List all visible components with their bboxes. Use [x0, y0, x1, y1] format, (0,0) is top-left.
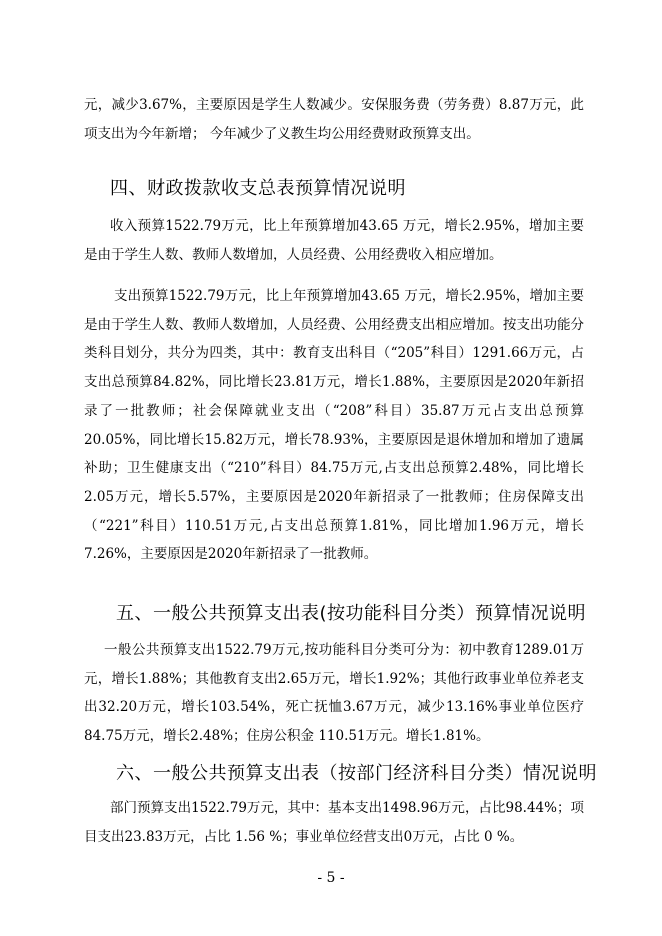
section-5-heading: 五、一般公共预算支出表(按功能科目分类）预算情况说明 — [116, 603, 587, 624]
page-number: - 5 - — [317, 870, 345, 886]
section-6-paragraph: 部门预算支出1522.79万元，其中：基本支出1498.96万元，占比98.44%；项目支出23.83万元，占比 1.56 %；事业单位经营支出0万元，占比 0 %。 — [84, 800, 584, 845]
section-6-heading: 六、一般公共预算支出表（按部门经济科目分类）情况说明 — [116, 763, 597, 784]
section-4-heading: 四、财政拨款收支总表预算情况说明 — [110, 178, 406, 199]
section-5-paragraph: 一般公共预算支出1522.79万元,按功能科目分类可分为：初中教育1289.01万元，增长1.88%；其他教育支出2.65万元，增长1.92%；其他行政事业单位养老支出32.20万元，增长103.54%，死亡抚恤3.67万元，减少13.16%事业单位医疗84.75万元，增长2.48%；住房公积金 110.51万元。增长1.81%。 — [84, 642, 584, 745]
continuation-paragraph: 元，减少3.67%，主要原因是学生人数减少。安保服务费（劳务费）8.87万元，此项支出为今年新增； 今年减少了义教生均公用经费财政预算支出。 — [84, 97, 584, 142]
section-4-income-paragraph: 收入预算1522.79万元，比上年预算增加43.65 万元，增长2.95%，增加主要是由于学生人数、教师人数增加，人员经费、公用经费收入相应增加。 — [84, 218, 584, 263]
section-4-expense-paragraph: 支出预算1522.79万元，比上年预算增加43.65 万元，增长2.95%，增加主要是由于学生人数、教师人数增加，人员经费、公用经费支出相应增加。按支出功能分类科目划分，共分为四类，其中：教育支出科目（“205”科目）1291.66万元，占支出总预算84.82%，同比增长23.81万元，增长1.88%，主要原因是2020年新招录了一批教师；社会保障就业支出（“208”科目）35.87万元占支出总预算20.05%，同比增长15.82万元，增长78.93%，主要原因是退休增加和增加了遗属补助；卫生健康支出（“210”科目）84.75万元,占支出总预算2.48%，同比增长2.05万元，增长5.57%，主要原因是2020年新招录了一批教师；住房保障支出（“221”科目）110.51万元,占支出总预算1.81%，同比增加1.96万元，增长7.26%，主要原因是2020年新招录了一批教师。 — [84, 288, 584, 563]
